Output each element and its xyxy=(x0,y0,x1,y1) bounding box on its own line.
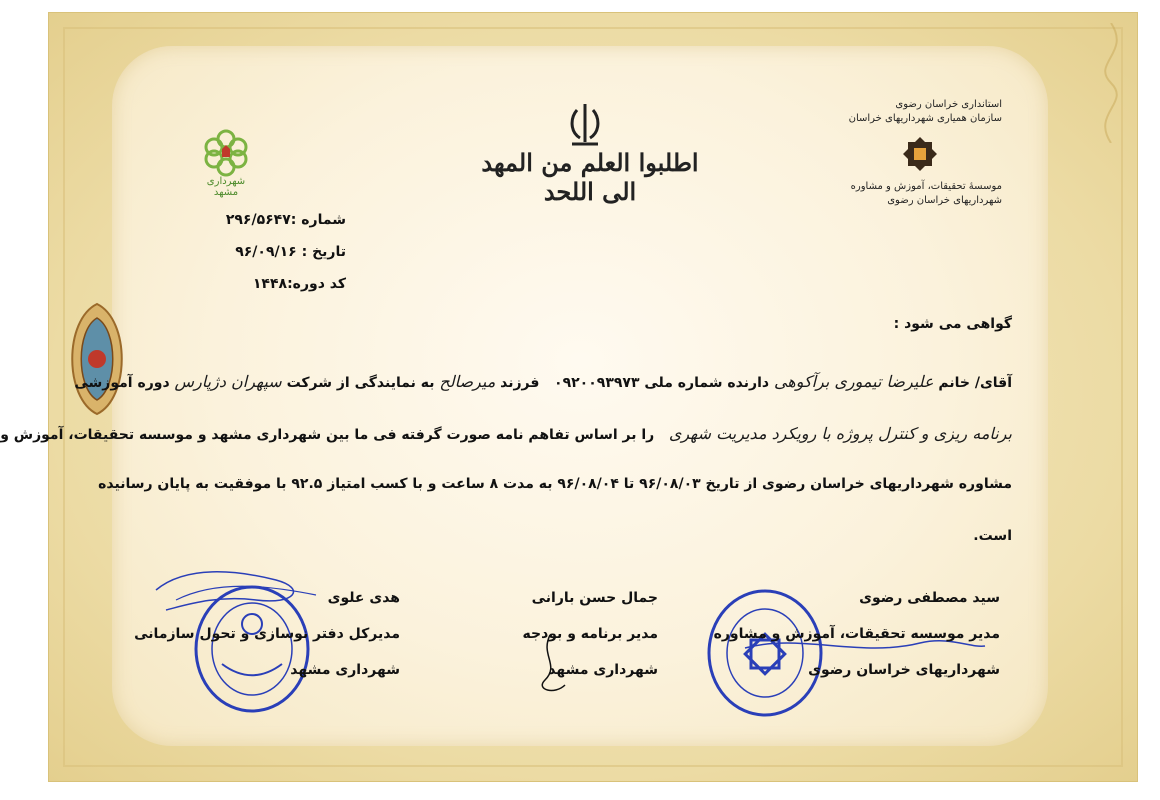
side-ornament-icon xyxy=(60,300,134,418)
org-line: شهرداریهای خراسان رضوی xyxy=(887,195,1002,206)
signatory-name: سید مصطفی رضوی xyxy=(859,590,1000,606)
body-line-4: مشاوره شهرداریهای خراسان رضوی از تاریخ ۹۶/۰۸/۰۳ تا ۹۶/۰۸/۰۴ به مدت ۸ ساعت و با کسب امتیاز ۹۲.۵ با موفقیت به پایان رسانیده xyxy=(98,476,1012,492)
body-line-5: است. xyxy=(973,528,1012,544)
signature-block-left xyxy=(134,580,400,688)
mashhad-municipality-logo-icon xyxy=(201,127,251,177)
certificate-heading: گواهی می شود : xyxy=(893,316,1012,332)
father-name: میرصالح xyxy=(439,372,496,391)
text: به نمایندگی از شرکت xyxy=(286,375,435,391)
course-code: کد دوره:۱۴۴۸ xyxy=(252,276,346,292)
org-line: موسسهٔ تحقیقات، آموزش و مشاوره xyxy=(850,181,1002,192)
signatory-title: شهرداری مشهد xyxy=(548,662,658,678)
text: را بر اساس تفاهم نامه صورت گرفته فی ما بین شهرداری مشهد و موسسه تحقیقات، آموزش و xyxy=(0,427,655,443)
signatory-title: شهرداری مشهد xyxy=(290,662,400,678)
certificate-number: شماره :۲۹۶/۵۶۴۷ xyxy=(225,212,346,228)
recipient-name: علیرضا تیموری برآکوهی xyxy=(773,372,934,391)
org-header-top xyxy=(832,98,1002,126)
city-logo-caption: شهرداری مشهد xyxy=(206,176,246,198)
body-line-3 xyxy=(0,424,1012,443)
text: فرزند xyxy=(500,375,540,391)
company-name: سپهران دژپارس xyxy=(174,372,282,391)
org-line: سازمان همیاری شهرداریهای خراسان xyxy=(848,113,1002,124)
course-title: برنامه ریزی و کنترل پروژه با رویکرد مدیریت شهری xyxy=(668,424,1012,443)
text: دارنده شماره ملی xyxy=(644,375,770,391)
signatory-name: جمال حسن بارانی xyxy=(531,590,658,606)
signatory-title: مدیر موسسه تحقیقات، آموزش و مشاوره xyxy=(713,626,1000,642)
national-id: ۰۹۲۰۰۹۳۹۷۳ xyxy=(554,375,640,391)
signatory-title: مدیرکل دفتر نوسازی و تحول سازمانی xyxy=(134,626,400,642)
border-ornament-icon xyxy=(1091,23,1131,143)
body-line-2 xyxy=(74,372,1012,391)
signature-block-middle xyxy=(468,580,658,688)
text: دوره آموزشی xyxy=(74,375,170,391)
iran-emblem-icon xyxy=(566,102,604,148)
signatory-title: مدیر برنامه و بودجه xyxy=(522,626,658,642)
signature-block-right xyxy=(714,580,1000,688)
text: آقای/ خانم xyxy=(938,375,1012,391)
org-header-bottom xyxy=(832,180,1002,208)
certificate-meta xyxy=(196,204,346,300)
certificate-date: تاریخ : ۹۶/۰۹/۱۶ xyxy=(235,244,346,260)
institute-logo-icon xyxy=(900,134,940,174)
signatory-name: هدی علوی xyxy=(327,590,400,606)
signatory-title: شهرداریهای خراسان رضوی xyxy=(808,662,1000,678)
org-line: استانداری خراسان رضوی xyxy=(895,99,1002,110)
motto-calligraphy: اطلبوا العلم من المهد الی اللحد xyxy=(481,148,699,206)
